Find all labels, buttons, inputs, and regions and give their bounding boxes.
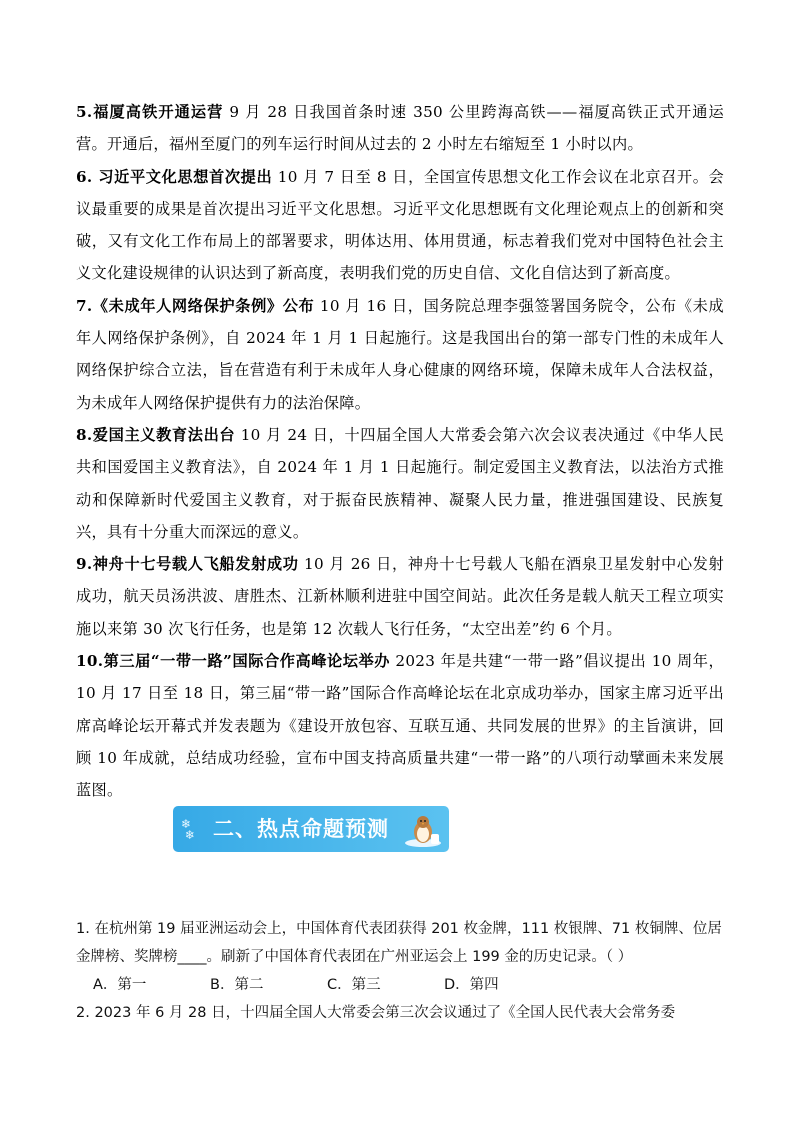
question-1-text: 1. 在杭州第 19 届亚洲运动会上，中国体育代表团获得 201 枚金牌，111 枚银牌、71 枚铜牌、位居金牌榜、奖牌榜____。刷新了中国体育代表团在广州亚运会上 199 金的历史记录。（ ） xyxy=(76,921,722,965)
news-item xyxy=(76,96,724,161)
news-item-body: 10 月 16 日，国务院总理李强签署国务院令，公布《未成年人网络保护条例》，自 2024 年 1 月 1 日起施行。这是我国出台的第一部专门性的未成年人网络保护综合立法，旨在营造有利于未成年人身心健康的网络环境，保障未成年人合法权益，为未成年人网络保护提供有力的法治保障。 xyxy=(76,296,724,412)
option-c: C．第三 xyxy=(327,977,381,993)
news-item-head: 10.第三届“一带一路”国际合作高峰论坛举办 xyxy=(76,652,390,671)
news-item-head: 7.《未成年人网络保护条例》公布 xyxy=(76,296,315,315)
news-item xyxy=(76,161,724,290)
news-item-body: 10 月 7 日至 8 日，全国宣传思想文化工作会议在北京召开。会议最重要的成果是首次提出习近平文化思想。习近平文化思想既有文化理论观点上的创新和突破，又有文化工作布局上的部署要求，明体达用、体用贯通，标志着我们党对中国特色社会主义文化建设规律的认识达到了新高度，表明我们党的历史自信、文化自信达到了新高度。 xyxy=(76,167,724,283)
question-2-text: 2. 2023 年 6 月 28 日，十四届全国人大常委会第三次会议通过了《全国人民代表大会常务委 xyxy=(76,1005,676,1021)
news-item-body: 10 月 26 日，神舟十七号载人飞船在酒泉卫星发射中心发射成功，航天员汤洪波、唐胜杰、江新林顺利进驻中国空间站。此次任务是载人航天工程立项实施以来第 30 次飞行任务，也是第 12 次载人飞行任务，“太空出差”约 6 个月。 xyxy=(76,555,724,638)
option-d: D．第四 xyxy=(444,977,499,993)
snowflake-icon: ❄ ❄ xyxy=(181,817,195,842)
news-item xyxy=(76,419,724,548)
news-item xyxy=(76,645,724,806)
question-list xyxy=(76,915,726,1027)
news-item-body: 10 月 24 日，十四届全国人大常委会第六次会议表决通过《中华人民共和国爱国主义教育法》，自 2024 年 1 月 1 日起施行。制定爱国主义教育法，以法治方式推动和保障新时代爱国主义教育，对于振奋民族精神、凝聚人民力量，推进强国建设、民族复兴，具有十分重大而深远的意义。 xyxy=(76,425,724,541)
question-1-options xyxy=(76,971,726,999)
news-item-head: 6. 习近平文化思想首次提出 xyxy=(76,167,273,186)
news-item xyxy=(76,290,724,419)
section-banner xyxy=(173,806,449,852)
news-item-body: 2023 年是共建“一带一路”倡议提出 10 周年，10 月 17 日至 18 日，第三届“带一路”国际合作高峰论坛在北京成功举办，国家主席习近平出席高峰论坛开幕式并发表题为《建设开放包容、互联互通、共同发展的世界》的主旨演讲，回顾 10 年成就，总结成功经验，宣布中国支持高质量共建“一带一路”的八项行动擘画未来发展蓝图。 xyxy=(76,652,725,800)
news-item-head: 5.福厦高铁开通运营 xyxy=(76,103,224,121)
option-a: A．第一 xyxy=(93,977,147,993)
news-item-head: 9.神舟十七号载人飞船发射成功 xyxy=(76,555,299,574)
option-b: B．第二 xyxy=(210,977,264,993)
news-list xyxy=(76,96,724,807)
section-title: 二、热点命题预测 xyxy=(213,817,389,841)
news-item xyxy=(76,548,724,645)
news-item-body: 9 月 28 日我国首条时速 350 公里跨海高铁——福厦高铁正式开通运营。开通后，福州至厦门的列车运行时间从过去的 2 小时左右缩短至 1 小时以内。 xyxy=(76,103,725,154)
penguin-icon xyxy=(403,812,443,848)
news-item-head: 8.爱国主义教育法出台 xyxy=(76,425,236,444)
